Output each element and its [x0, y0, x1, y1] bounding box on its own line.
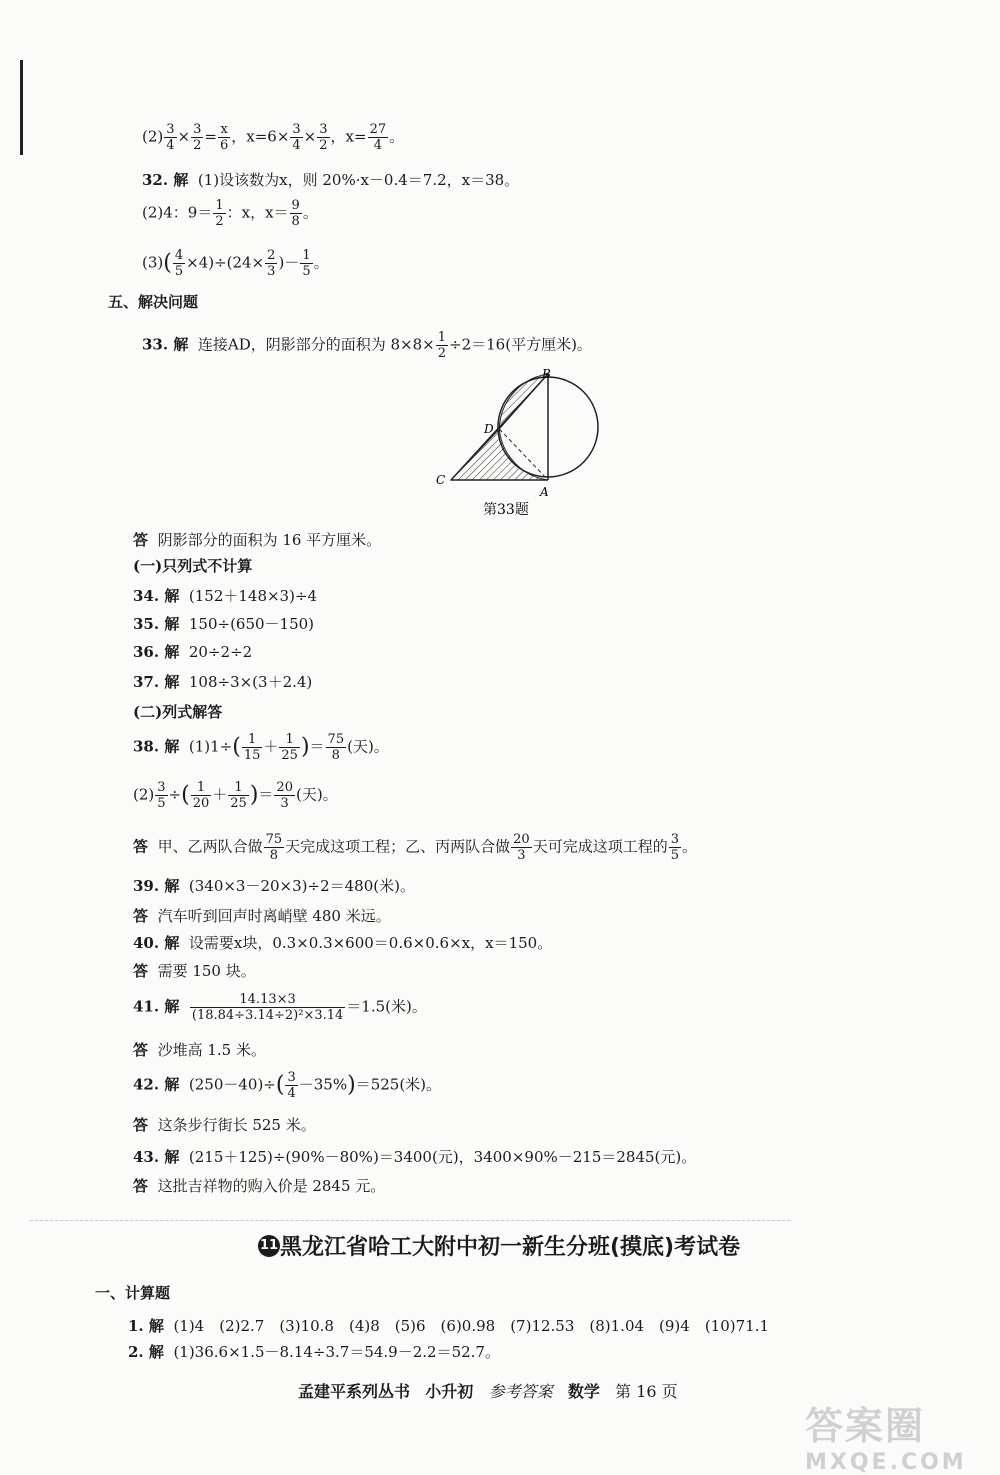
answer-31-part2: (2) $\frac{3}{4}$ × $\frac{3}{2}$ = $\frac{x}{6}$ ，x=6× $\frac{3}{4}$ × $\frac{3}{2}$ ，x= $\frac{27}{4}$ 。: [142, 122, 405, 153]
page-footer: [298, 1382, 678, 1402]
answer-38: 38. 解 (1)1÷( $\frac{1}{15}$ ＋ $\frac{1}{25}$ )＝ $\frac{75}{8}$ (天)。: [133, 732, 389, 763]
answer-41-conclusion: 答 沙堆高 1.5 米。: [133, 1041, 266, 1059]
subsection-1: (一)只列式不计算: [133, 557, 253, 575]
answer-37: 37. 解 108÷3×(3＋2.4): [133, 673, 313, 691]
answer-32-part3: (3)( $\frac{4}{5}$ ×4)÷(24× $\frac{2}{3}$ )－ $\frac{1}{5}$ 。: [142, 248, 329, 279]
watermark-logo: 答案圈 MXQE.COM: [805, 1404, 967, 1475]
page-number: 第 16 页: [615, 1382, 678, 1401]
answer-41: 41. 解 $\frac{14.13\times 3}{\text{(18.84÷3.14÷2)²×3.14}}$ ＝1.5(米)。: [133, 992, 427, 1023]
answer-39: 39. 解 (340×3－20×3)÷2＝480(米)。: [133, 877, 415, 895]
figure-33: [420, 362, 620, 522]
answer-40-conclusion: 答 需要 150 块。: [133, 962, 256, 980]
answer-34: 34. 解 (152＋148×3)÷4: [133, 587, 318, 605]
calc-answer-1: 1. 解 (1)4 (2)2.7 (3)10.8 (4)8 (5)6 (6)0.98 (7)12.53 (8)1.04 (9)4 (10)71.1: [128, 1317, 770, 1335]
answer-32: 32. 解 (1)设该数为x，则 20%·x－0.4＝7.2，x＝38。: [142, 171, 520, 189]
figure-caption: 第33题: [483, 502, 529, 518]
footer-subject: 数学: [567, 1382, 600, 1401]
question-number: 32. 解: [142, 171, 189, 189]
answer-33: 33. 解 连接AD，阴影部分的面积为 8×8× $\frac{1}{2}$ ÷2＝16(平方厘米)。: [142, 330, 592, 361]
footer-grade: 小升初: [425, 1382, 474, 1401]
answer-42-conclusion: 答 这条步行街长 525 米。: [133, 1116, 316, 1134]
answer-43-conclusion: 答 这批吉祥物的购入价是 2845 元。: [133, 1177, 386, 1195]
footer-answers: 参考答案: [488, 1382, 553, 1401]
answer-39-conclusion: 答 汽车听到回声时离峭壁 480 米远。: [133, 907, 391, 925]
section-heading-5: 五、解决问题: [108, 293, 199, 311]
label-a: A: [540, 485, 549, 499]
answer-38-conclusion: 答 甲、乙两队合做 $\frac{75}{8}$ 天完成这项工程；乙、丙两队合做 $\frac{20}{3}$ 天可完成这项工程的 $\frac{3}{5}$ 。: [133, 832, 697, 863]
section-divider: [30, 1220, 790, 1221]
answer-35: 35. 解 150÷(650－150): [133, 615, 315, 633]
answer-42: 42. 解 (250－40)÷( $\frac{3}{4}$ －35%)＝525(米)。: [133, 1070, 442, 1101]
label-b: B: [542, 367, 551, 381]
answer-32-part2: (2)4：9＝ $\frac{1}{2}$ ：x，x＝ $\frac{9}{8}$ 。: [142, 198, 318, 229]
subsection-2: (二)列式解答: [133, 703, 223, 721]
answer-33-conclusion: 答 阴影部分的面积为 16 平方厘米。: [133, 531, 382, 549]
answer-36: 36. 解 20÷2÷2: [133, 643, 253, 661]
section-number-badge: 11: [258, 1235, 280, 1257]
answer-38-part2: (2) $\frac{3}{5}$ ÷( $\frac{1}{20}$ ＋ $\frac{1}{25}$ )＝ $\frac{20}{3}$ (天)。: [133, 780, 338, 811]
answer-40: 40. 解 设需要x块，0.3×0.3×600＝0.6×0.6×x，x＝150。: [133, 934, 553, 952]
binding-mark: [20, 60, 23, 155]
answer-43: 43. 解 (215＋125)÷(90%－80%)＝3400(元)，3400×90%－215＝2845(元)。: [133, 1148, 697, 1166]
calc-answer-2: 2. 解 (1)36.6×1.5－8.14÷3.7＝54.9－2.2＝52.7。: [128, 1343, 500, 1361]
footer-series: 孟建平系列丛书: [298, 1382, 411, 1401]
label-d: D: [484, 422, 494, 436]
section-heading-1: 一、计算题: [95, 1284, 171, 1302]
label-c: C: [436, 473, 446, 487]
section-title: 11黑龙江省哈工大附中初一新生分班(摸底)考试卷: [259, 1235, 741, 1260]
